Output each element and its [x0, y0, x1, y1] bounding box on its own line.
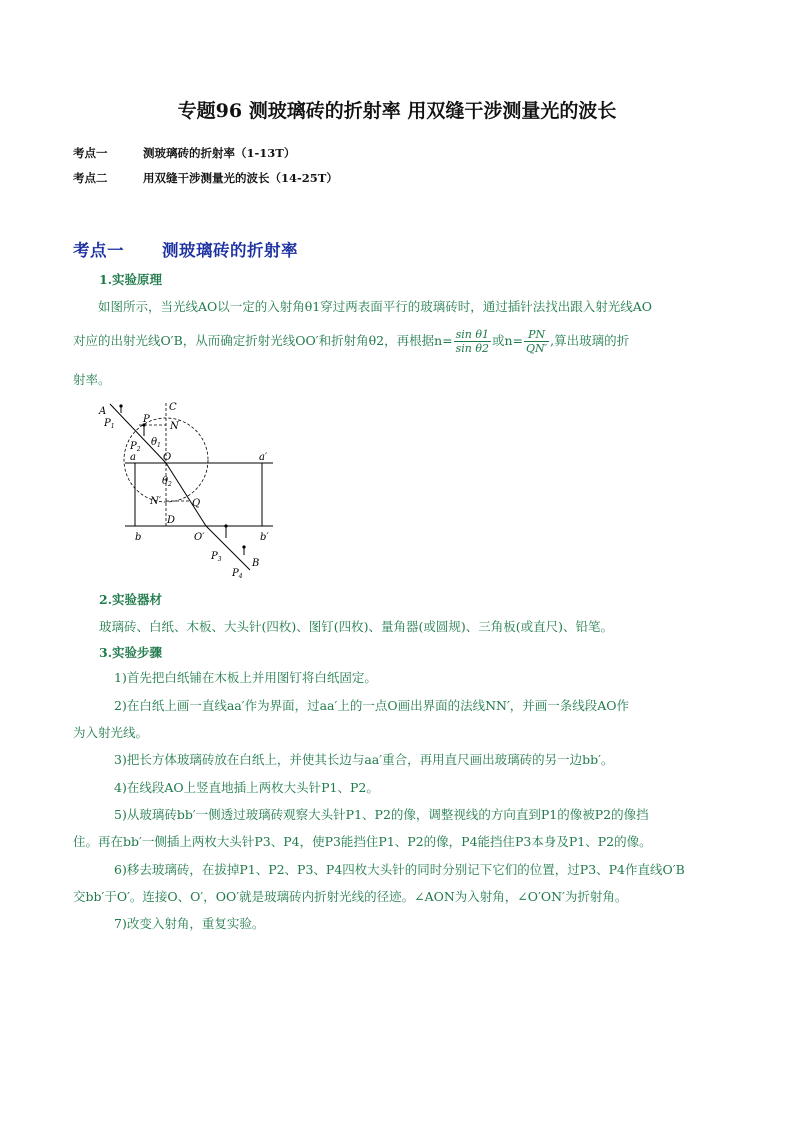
label-C: C — [169, 402, 177, 413]
section-label: 考点一 — [73, 241, 124, 260]
toc-item-2 — [73, 170, 338, 186]
frac-numerator: sin θ1 — [455, 328, 489, 341]
label-B: B — [252, 558, 260, 569]
step-text: 7)改变入射角，重复实验。 — [114, 916, 265, 931]
toc-text: 用双缝干涉测量光的波长（14-25T） — [143, 171, 338, 185]
incident-ray — [110, 404, 166, 463]
step-text: 5)从玻璃砖bb′一侧透过玻璃砖观察大头针P1、P2的像，调整视线的方向直到P1的像被P2的像挡 — [114, 807, 649, 822]
label-P1: $P_1$ — [104, 418, 115, 430]
step-text: 1)首先把白纸铺在木板上并用图钉将白纸固定。 — [114, 670, 377, 685]
toc-label: 考点二 — [73, 171, 108, 185]
step-5a — [73, 801, 733, 828]
label-P4: $P_4$ — [232, 568, 243, 580]
principle-line-3: 射率。 — [73, 372, 111, 387]
page-title: 专题96 测玻璃砖的折射率 用双缝干涉测量光的波长 — [177, 100, 617, 122]
principle-line-2a: 对应的出射光线O′B，从而确定折射光线OO′和折射角θ2，再根据n= — [73, 333, 453, 348]
or-text: 或n= — [491, 333, 524, 348]
steps-heading: 3.实验步骤 — [99, 645, 163, 660]
label-P3: $P_3$ — [211, 551, 222, 563]
label-O-prime: O′ — [194, 532, 205, 543]
label-P2: $P_2$ — [130, 441, 141, 453]
label-a-prime: a′ — [259, 452, 268, 463]
refraction-diagram — [95, 398, 285, 583]
label-O: O — [163, 452, 172, 463]
label-b: b — [135, 532, 142, 543]
step-text: 4)在线段AO上竖直地插上两枚大头针P1、P2。 — [114, 780, 379, 795]
section-heading — [73, 237, 298, 261]
label-A: A — [99, 406, 107, 417]
step-text: 3)把长方体玻璃砖放在白纸上，并使其长边与aa′重合，再用直尺画出玻璃砖的另一边bb′。 — [114, 752, 614, 767]
principle-line-2 — [73, 327, 723, 355]
toc-item-1 — [73, 145, 295, 161]
principle-line-2b: ,算出玻璃的折 — [550, 333, 630, 348]
label-Q: Q — [192, 498, 201, 509]
step-2a — [73, 692, 733, 719]
step-6b: 交bb′于O′。连接O、O′，OO′就是玻璃砖内折射光线的径迹。∠AON为入射角，∠O′ON′为折射角。 — [73, 889, 628, 904]
section-title: 测玻璃砖的折射率 — [162, 241, 298, 260]
step-5b: 住。再在bb′一侧插上两枚大头针P3、P4，使P3能挡住P1、P2的像，P4能挡住P3本身及P1、P2的像。 — [73, 834, 652, 849]
fraction-pn — [524, 328, 549, 355]
step-2b: 为入射光线。 — [73, 725, 149, 740]
step-text: 2)在白纸上画一直线aa′作为界面，过aa′上的一点O画出界面的法线NN′，并画一条线段AO作 — [114, 698, 630, 713]
toc-label: 考点一 — [73, 146, 108, 160]
step-text: 6)移去玻璃砖，在拔掉P1、P2、P3、P4四枚大头针的同时分别记下它们的位置，过P3、P4作直线O′B — [114, 862, 685, 877]
label-N: N — [170, 421, 179, 432]
glass-block — [135, 463, 262, 526]
step-1 — [73, 664, 733, 691]
principle-line-1: 如图所示，当光线AO以一定的入射角θ1穿过两表面平行的玻璃砖时，通过插针法找出跟入射光线AO — [98, 299, 653, 314]
label-b-prime: b′ — [260, 532, 269, 543]
frac-denominator: QN′ — [526, 342, 548, 355]
step-3 — [73, 746, 733, 773]
fraction-sin — [454, 328, 491, 355]
label-theta2: $\theta_2$ — [162, 476, 172, 488]
label-theta1: $\theta_1$ — [151, 437, 161, 449]
frac-denominator: sin θ2 — [455, 342, 489, 355]
step-6a — [73, 856, 733, 883]
label-P: P — [143, 414, 150, 425]
principle-heading: 1.实验原理 — [99, 272, 163, 287]
toc-text: 测玻璃砖的折射率（1-13T） — [143, 146, 296, 160]
label-a: a — [130, 452, 136, 463]
equipment-text: 玻璃砖、白纸、木板、大头针(四枚)、图钉(四枚)、量角器(或圆规)、三角板(或直尺)、铅笔。 — [99, 619, 614, 634]
equipment-heading: 2.实验器材 — [99, 592, 163, 607]
label-N-prime: N′ — [150, 496, 162, 507]
step-7 — [73, 910, 733, 937]
pin-head — [119, 404, 122, 407]
step-4 — [73, 774, 733, 801]
frac-numerator: PN — [524, 328, 549, 342]
label-D: D — [167, 515, 176, 526]
